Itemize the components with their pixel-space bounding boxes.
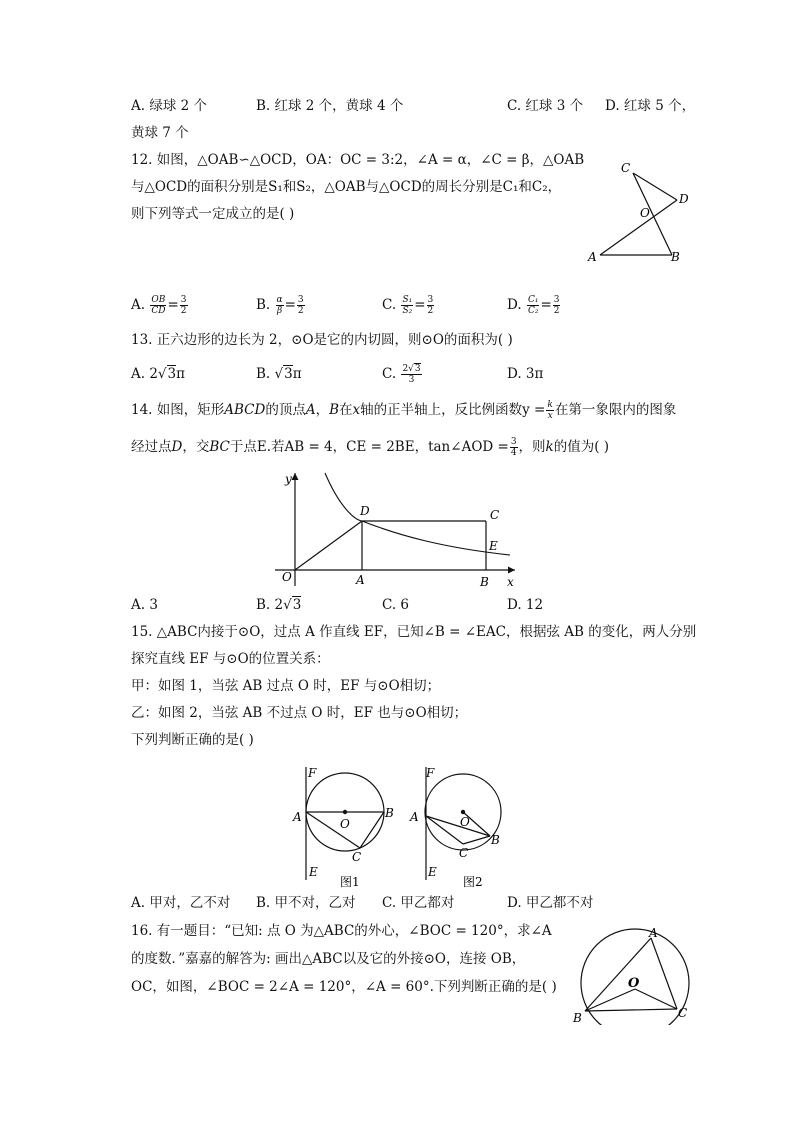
q15-fig1-segment-ac (306, 812, 360, 848)
q12-figure (585, 155, 700, 270)
q16-segment-bc (585, 1009, 677, 1011)
q14-label-e: E (489, 539, 498, 553)
q13-option-b: B. √3π (256, 366, 302, 382)
q16-label-c: C (678, 1006, 688, 1020)
q15-fig2-label-a: A (410, 810, 419, 824)
q14-option-d: D. 12 (507, 597, 544, 613)
q16-stem-line2: 的度数．”嘉嘉的解答为: 画出△ABC以及它的外接⊙O，连接 OB， (131, 951, 526, 967)
q14-label-b: B (480, 575, 489, 589)
q14-label-x: x (507, 575, 514, 589)
q15-fig1-label-c: C (352, 850, 362, 864)
q16-segment-ab (585, 938, 651, 1011)
q11-option-a: A. 绿球 2 个 (131, 98, 208, 114)
q12-stem-line3: 则下列等式一定成立的是( ) (131, 206, 295, 222)
q15-fig2-label-b: B (491, 833, 500, 847)
q15-option-a: A. 甲对，乙不对 (131, 895, 231, 911)
q15-figure-1 (290, 762, 405, 892)
q15-fig2-label-e: E (428, 865, 437, 879)
q14-segment-od (295, 521, 362, 570)
q15-fig2-caption: 图2 (463, 875, 483, 889)
q13-option-c: C. $\frac{2√3}{3}$ (382, 364, 421, 385)
q14-stem-line1: 14. 如图，矩形ABCD的顶点A，B在x轴的正半轴上，反比例函数y = $\frac{k}{x}$ 在第一象限内的图象 (131, 400, 677, 421)
q15-stem-line5: 下列判断正确的是( ) (131, 732, 254, 748)
q15-fig2-label-c: C (459, 846, 469, 860)
q15-fig2-center-dot (461, 810, 465, 814)
q15-option-c: C. 甲乙都对 (382, 895, 455, 911)
q15-fig1-label-o: O (340, 817, 350, 831)
q12-label-b: B (671, 250, 680, 264)
q15-fig2-segment-ac (426, 816, 463, 844)
q12-label-c: C (621, 161, 631, 175)
q15-fig2-label-f: F (426, 766, 435, 780)
q14-hyperbola (325, 473, 510, 555)
q14-label-a: A (356, 573, 365, 587)
q16-label-b: B (573, 1011, 582, 1025)
q12-segment-ad (600, 200, 677, 255)
q15-stem-line3: 甲：如图 1，当弦 AB 过点 O 时，EF 与⊙O相切； (131, 678, 441, 694)
q16-stem-line1: 16. 有一题目：“已知: 点 O 为△ABC的外心，∠BOC = 120°，求∠A (131, 923, 552, 939)
q15-stem-line4: 乙：如图 2，当弦 AB 不过点 O 时，EF 也与⊙O相切； (131, 705, 468, 721)
q14-label-c: C (490, 508, 500, 522)
q12-option-b: B. $\frac{\alpha}{\beta}$ = $\frac{3}{2}$ (256, 295, 304, 316)
q15-fig1-label-a: A (293, 810, 302, 824)
q12-option-c: C. $\frac{\text{S₁}}{\text{S₂}}$ = $\frac{3}{2}$ (382, 295, 434, 316)
q12-label-o: O (640, 206, 650, 220)
q11-option-d: D. 红球 5 个， (605, 98, 696, 114)
q15-fig2-segment-ab (426, 816, 490, 836)
q14-figure (270, 468, 530, 593)
q15-stem-line1: 15. △ABC内接于⊙O，过点 A 作直线 EF，已知∠B = ∠EAC，根据弦 AB 的变化，两人分别 (131, 624, 697, 640)
q15-stem-line2: 探究直线 EF 与⊙O的位置关系： (131, 651, 330, 667)
q14-option-b: B. 2√3 (256, 597, 302, 613)
q14-label-y: y (285, 472, 292, 486)
q12-option-a: A. $\frac{OB}{CD}$ = $\frac{3}{2}$ (131, 295, 187, 316)
q15-option-d: D. 甲乙都不对 (507, 895, 594, 911)
q14-stem-line2: 经过点D，交BC于点E.若AB = 4，CE = 2BE，tan∠AOD = $\frac{3}{4}$ ，则k的值为( ) (131, 437, 610, 458)
q15-fig2-label-o: O (460, 815, 470, 829)
q16-label-a: A (649, 926, 658, 940)
q16-segment-ob (585, 989, 635, 1011)
q12-stem-line1: 12. 如图，△OAB∽△OCD，OA：OC = 3:2，∠A = α，∠C = β，△OAB (131, 152, 585, 168)
q15-fig1-label-f: F (308, 766, 317, 780)
q14-label-d: D (360, 504, 370, 518)
q15-option-b: B. 甲不对，乙对 (256, 895, 356, 911)
q12-stem-line2: 与△OCD的面积分别是S₁和S₂，△OAB与△OCD的周长分别是C₁和C₂， (131, 179, 562, 195)
q14-option-a: A. 3 (131, 597, 158, 613)
q11-option-b: B. 红球 2 个，黄球 4 个 (256, 98, 404, 114)
q13-stem: 13. 正六边形的边长为 2，⊙O是它的内切圆，则⊙O的面积为( ) (131, 332, 513, 348)
q11-option-d-continued: 黄球 7 个 (131, 125, 189, 141)
q13-option-a: A. 2√3π (131, 366, 185, 382)
q12-label-d: D (679, 192, 689, 206)
q15-fig1-caption: 图1 (340, 875, 360, 889)
q15-fig1-center-dot (343, 810, 347, 814)
q16-label-o: O (628, 976, 640, 991)
q15-fig1-segment-bc (360, 812, 384, 848)
q16-figure (568, 925, 708, 1025)
q12-label-a: A (588, 250, 597, 264)
q16-stem-line3: OC，如图，∠BOC = 2∠A = 120°，∠A = 60°.下列判断正确的是( ) (131, 979, 557, 995)
q15-figure-2 (408, 762, 523, 892)
q14-option-c: C. 6 (382, 597, 410, 613)
q11-option-c: C. 红球 3 个 (507, 98, 584, 114)
q14-label-o: O (282, 570, 292, 584)
q12-option-d: D. $\frac{\text{C₁}}{\text{C₂}}$ = $\frac{3}{2}$ (507, 295, 560, 316)
q15-fig1-label-e: E (309, 865, 318, 879)
q15-fig1-label-b: B (385, 806, 394, 820)
q13-option-d: D. 3π (507, 366, 544, 382)
